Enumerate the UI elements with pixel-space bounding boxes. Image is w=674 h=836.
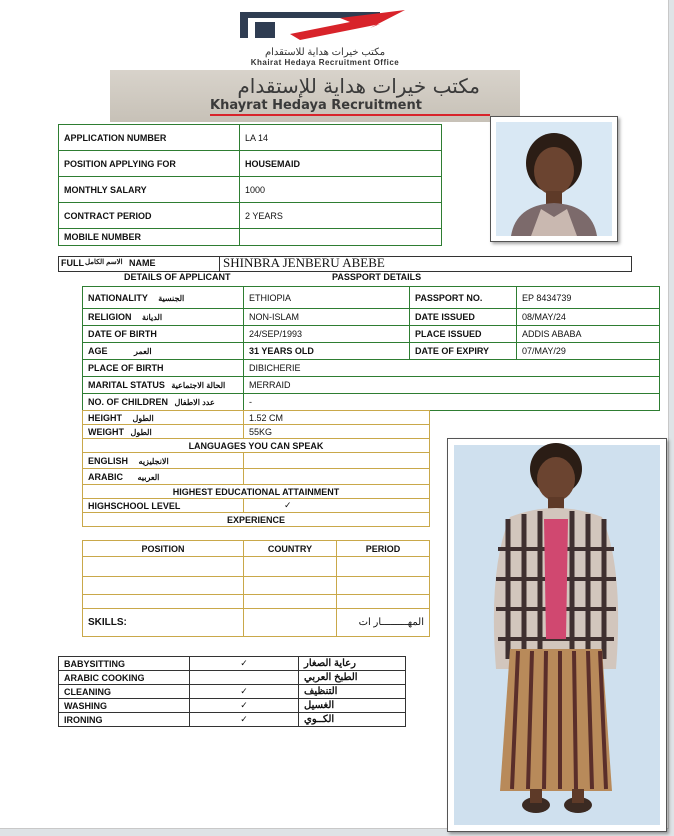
skill-arabic: الطبخ العربي — [299, 671, 406, 685]
height-value: 1.52 CM — [244, 411, 430, 425]
table-row — [83, 513, 430, 527]
full-body-image-icon — [448, 439, 666, 831]
table-row — [83, 541, 430, 557]
skill-arabic: الغسيل — [299, 699, 406, 713]
skill-label: ARABIC COOKING — [59, 671, 190, 685]
banner-accent-line — [210, 114, 490, 116]
table-row — [59, 151, 442, 177]
experience-heading: EXPERIENCE — [83, 513, 430, 527]
table-row — [83, 394, 660, 411]
highschool-label: HIGHSCHOOL LEVEL — [83, 499, 244, 513]
skill-check-icon — [190, 671, 299, 685]
full-label: FULL — [61, 258, 84, 268]
contract-label: CONTRACT PERIOD — [59, 203, 240, 229]
skill-label: IRONING — [59, 713, 190, 727]
mobile-value — [240, 229, 442, 246]
applicant-full-body-photo — [447, 438, 667, 832]
table-row — [59, 657, 406, 671]
salary-label: MONTHLY SALARY — [59, 177, 240, 203]
english-label: ENGLISH — [88, 455, 129, 466]
table-row — [83, 309, 660, 326]
experience-period-header: PERIOD — [337, 541, 430, 557]
position-label: POSITION APPLYING FOR — [59, 151, 240, 177]
table-row — [83, 485, 430, 499]
table-row — [83, 609, 430, 637]
skill-label: BABYSITTING — [59, 657, 190, 671]
experience-table — [82, 540, 430, 637]
marital-arabic: الحالة الاجتماعية — [171, 381, 226, 390]
arabic-label: ARABIC — [88, 471, 123, 482]
date-issued-value: 08/MAY/24 — [517, 309, 660, 326]
date-issued-label: DATE ISSUED — [410, 309, 517, 326]
skill-arabic: الكــوي — [299, 713, 406, 727]
religion-arabic: الديانة — [142, 313, 163, 322]
table-row — [59, 671, 406, 685]
table-row — [83, 557, 430, 577]
salary-value: 1000 — [240, 177, 442, 203]
experience-country-header: COUNTRY — [244, 541, 337, 557]
agency-logo — [230, 8, 420, 67]
portrait-image-icon — [491, 117, 617, 241]
marital-label: MARITAL STATUS — [88, 380, 165, 390]
table-row — [59, 125, 442, 151]
applicant-headshot-photo — [490, 116, 618, 242]
skills-table — [58, 656, 406, 727]
table-row — [83, 377, 660, 394]
skills-arabic: المهـــــــــار ات — [337, 609, 430, 637]
religion-value: NON-ISLAM — [244, 309, 410, 326]
children-arabic: عدد الاطفال — [174, 398, 215, 407]
table-row — [59, 203, 442, 229]
children-value: - — [244, 394, 660, 411]
skill-check-icon: ✓ — [190, 657, 299, 671]
age-arabic: العمر — [134, 347, 152, 356]
agency-banner — [110, 70, 520, 122]
skill-check-icon: ✓ — [190, 685, 299, 699]
dob-value: 24/SEP/1993 — [244, 326, 410, 343]
table-row — [83, 411, 430, 425]
table-row — [59, 177, 442, 203]
age-value: 31 YEARS OLD — [244, 343, 410, 360]
nationality-label: NATIONALITY — [88, 292, 148, 303]
nationality-cell — [83, 287, 244, 309]
skill-label: CLEANING — [59, 685, 190, 699]
mobile-label: MOBILE NUMBER — [59, 229, 240, 246]
weight-value: 55KG — [244, 425, 430, 439]
nationality-value: ETHIOPIA — [244, 287, 410, 309]
skills-label: SKILLS: — [83, 609, 244, 637]
weight-arabic: الطول — [130, 427, 152, 437]
passport-no-label: PASSPORT NO. — [410, 287, 517, 309]
english-value — [244, 453, 430, 469]
arabic-value — [244, 469, 430, 485]
banner-english-text: Khayrat Hedaya Recruitment — [210, 98, 422, 113]
logo-english-text: Khairat Hedaya Recruitment Office — [250, 58, 400, 67]
marital-value: MERRAID — [244, 377, 660, 394]
details-of-applicant-heading: DETAILS OF APPLICANT — [124, 272, 231, 282]
place-of-birth-label: PLACE OF BIRTH — [83, 360, 244, 377]
table-row — [59, 713, 406, 727]
expiry-label: DATE OF EXPIRY — [410, 343, 517, 360]
physical-languages-table — [82, 410, 430, 527]
table-row — [59, 699, 406, 713]
skill-label: WASHING — [59, 699, 190, 713]
application-number-value: LA 14 — [240, 125, 442, 151]
experience-position-header: POSITION — [83, 541, 244, 557]
nationality-arabic: الجنسية — [158, 293, 185, 303]
religion-label: RELIGION — [88, 312, 132, 322]
education-heading: HIGHEST EDUCATIONAL ATTAINMENT — [83, 485, 430, 499]
table-row — [83, 425, 430, 439]
table-row — [83, 499, 430, 513]
application-number-label: APPLICATION NUMBER — [59, 125, 240, 151]
arabic-arabic: العربيه — [137, 472, 160, 482]
logo-mark-icon — [230, 8, 420, 44]
full-name-value: SHINBRA JENBERU ABEBE — [223, 255, 385, 270]
contract-value: 2 YEARS — [240, 203, 442, 229]
skill-arabic: رعاية الصغار — [299, 657, 406, 671]
place-issued-label: PLACE ISSUED — [410, 326, 517, 343]
full-name-row — [58, 256, 632, 272]
table-row — [83, 326, 660, 343]
height-label: HEIGHT — [88, 412, 123, 423]
highschool-check-icon: ✓ — [244, 499, 430, 513]
table-row — [83, 439, 430, 453]
weight-label: WEIGHT — [88, 426, 124, 437]
full-name-arabic-label: الاسم الكامل — [85, 259, 123, 266]
table-row — [83, 343, 660, 360]
table-row — [83, 453, 430, 469]
height-arabic: الطول — [132, 413, 154, 423]
children-label: NO. OF CHILDREN — [88, 397, 168, 407]
name-label: NAME — [129, 258, 156, 268]
expiry-value: 07/MAY/29 — [517, 343, 660, 360]
skill-check-icon: ✓ — [190, 699, 299, 713]
table-row — [83, 577, 430, 595]
english-arabic: الانجليزيه — [138, 456, 169, 466]
application-table — [58, 124, 442, 246]
skill-check-icon: ✓ — [190, 713, 299, 727]
skill-arabic: التنظيف — [299, 685, 406, 699]
table-row — [83, 360, 660, 377]
passport-details-heading: PASSPORT DETAILS — [332, 272, 422, 282]
applicant-details-table — [82, 286, 660, 411]
place-of-birth-value: DIBICHERIE — [244, 360, 660, 377]
dob-label: DATE OF BIRTH — [83, 326, 244, 343]
table-row — [83, 469, 430, 485]
table-row — [59, 685, 406, 699]
languages-heading: LANGUAGES YOU CAN SPEAK — [83, 439, 430, 453]
table-row — [83, 595, 430, 609]
passport-no-value: EP 8434739 — [517, 287, 660, 309]
age-label: AGE — [88, 346, 108, 356]
banner-arabic-text: مكتب خيرات هداية للإستقدام — [237, 74, 480, 98]
place-issued-value: ADDIS ABABA — [517, 326, 660, 343]
logo-arabic-text: مكتب خيرات هداية للاستقدام — [264, 47, 386, 58]
table-row — [59, 229, 442, 246]
table-row — [83, 287, 660, 309]
position-value: HOUSEMAID — [240, 151, 442, 177]
